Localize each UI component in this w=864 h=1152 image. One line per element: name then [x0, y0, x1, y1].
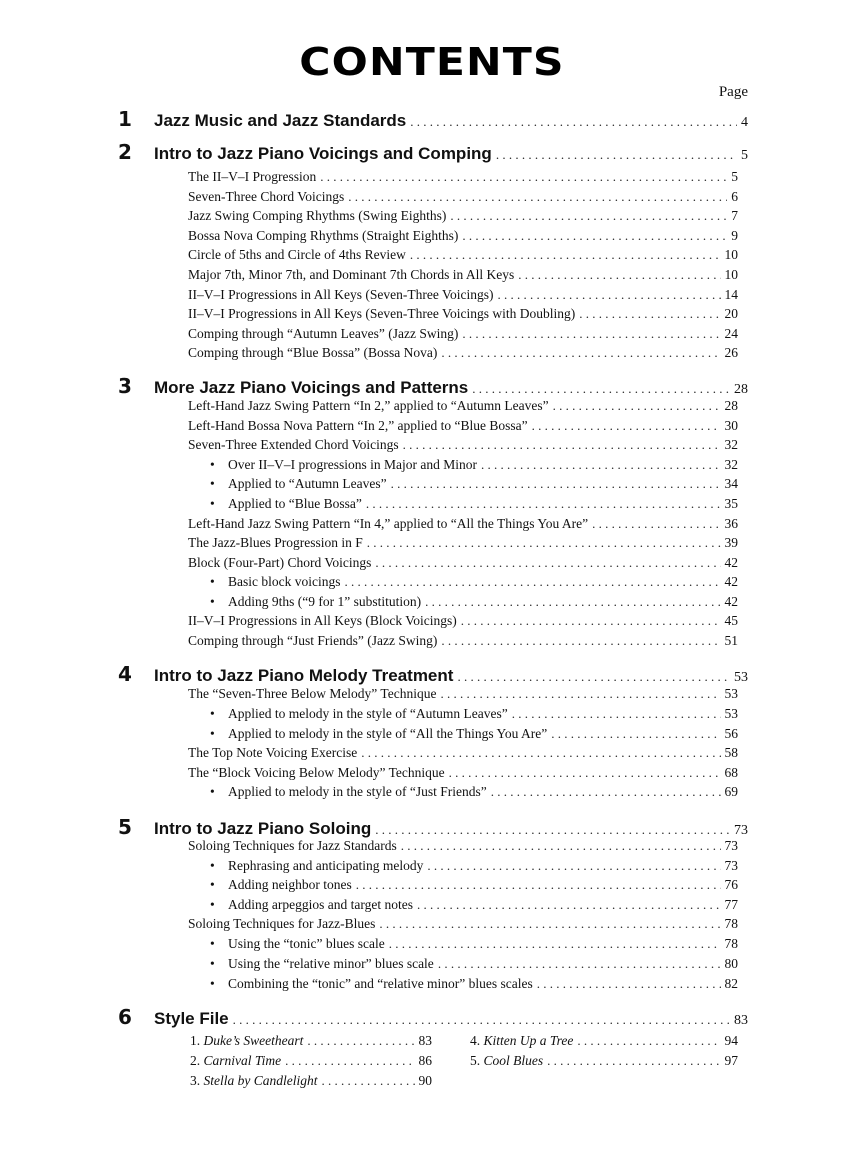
entry-title: Left-Hand Bossa Nova Pattern “In 2,” applied to “Blue Bossa” [188, 418, 528, 433]
dot-leader [532, 418, 721, 434]
dot-leader [344, 574, 720, 590]
entry-number: 5. [470, 1053, 481, 1068]
dot-leader [233, 1012, 730, 1028]
entry-title: Seven-Three Chord Voicings [188, 189, 345, 204]
page-number: 42 [724, 574, 738, 589]
entry-title: Duke’s Sweetheart [203, 1033, 304, 1048]
chapter-title: More Jazz Piano Voicings and Patterns [154, 378, 469, 397]
page-number: 32 [724, 437, 738, 452]
toc-entry[interactable] [188, 745, 738, 761]
entry-title: Over II–V–I progressions in Major and Minor [228, 457, 477, 472]
bullet-icon: • [210, 976, 215, 991]
toc-entry[interactable] [188, 555, 738, 571]
toc-entry[interactable] [188, 228, 738, 244]
dot-leader [379, 916, 720, 932]
toc-entry[interactable] [188, 398, 738, 414]
entry-title: Left-Hand Jazz Swing Pattern “In 2,” applied to “Autumn Leaves” [188, 398, 549, 413]
entry-title: Comping through “Autumn Leaves” (Jazz Swing) [188, 326, 459, 341]
toc-subentry[interactable] [210, 897, 738, 913]
dot-leader [401, 838, 721, 854]
entry-title: II–V–I Progressions in All Keys (Block Voicings) [188, 613, 457, 628]
toc-subentry[interactable] [210, 936, 738, 952]
page-number: 28 [734, 382, 748, 397]
entry-title: Seven-Three Extended Chord Voicings [188, 437, 399, 452]
toc-entry[interactable] [188, 838, 738, 854]
toc-entry[interactable] [188, 306, 738, 322]
bullet-icon: • [210, 784, 215, 799]
chapter-5[interactable] [118, 815, 748, 839]
page-number: 83 [418, 1033, 432, 1048]
toc-subentry[interactable] [210, 956, 738, 972]
chapter-number: 5 [118, 815, 132, 839]
page-number: 51 [724, 633, 738, 648]
entry-title: Bossa Nova Comping Rhythms (Straight Eighths) [188, 228, 459, 243]
chapter-title: Intro to Jazz Piano Soloing [154, 819, 372, 838]
toc-entry[interactable] [188, 516, 738, 532]
dot-leader [322, 1073, 415, 1089]
page-number: 10 [724, 247, 738, 262]
page-number: 6 [731, 189, 738, 204]
entry-title: Adding arpeggios and target notes [228, 897, 413, 912]
page-number: 94 [724, 1033, 738, 1048]
dot-leader [579, 306, 720, 322]
entry-title: Combining the “tonic” and “relative minor” blues scales [228, 976, 533, 991]
entry-title: Basic block voicings [228, 574, 341, 589]
chapter-3[interactable] [118, 374, 748, 398]
toc-entry[interactable] [188, 326, 738, 342]
dot-leader [367, 535, 721, 551]
page-number: 80 [724, 956, 738, 971]
entry-title: Adding 9ths (“9 for 1” substitution) [228, 594, 422, 609]
dot-leader [361, 745, 720, 761]
dot-leader [449, 765, 721, 781]
bullet-icon: • [210, 936, 215, 951]
chapter-title: Intro to Jazz Piano Melody Treatment [154, 666, 454, 685]
toc-entry[interactable] [188, 916, 738, 932]
page-number: 35 [724, 496, 738, 511]
style-file-entry[interactable] [470, 1053, 738, 1069]
entry-title: Applied to melody in the style of “Autumn Leaves” [228, 706, 508, 721]
entry-title: The Jazz-Blues Progression in F [188, 535, 363, 550]
page-number: 82 [724, 976, 738, 991]
dot-leader [450, 208, 727, 224]
entry-title: Stella by Candlelight [203, 1073, 318, 1088]
chapter-title: Jazz Music and Jazz Standards [154, 111, 407, 130]
toc-subentry[interactable] [210, 877, 738, 893]
chapter-number: 2 [118, 140, 132, 164]
toc-subentry[interactable] [210, 706, 738, 722]
toc-subentry[interactable] [210, 976, 738, 992]
page-number: 10 [724, 267, 738, 282]
dot-leader [441, 345, 720, 361]
dot-leader [547, 1053, 720, 1069]
chapter-number: 3 [118, 374, 132, 398]
toc-subentry[interactable] [210, 594, 738, 610]
toc-entry[interactable] [188, 169, 738, 185]
style-file-entry[interactable] [470, 1033, 738, 1049]
page-number: 78 [724, 936, 738, 951]
page-number: 83 [734, 1013, 748, 1028]
toc-subentry[interactable] [210, 574, 738, 590]
bullet-icon: • [210, 726, 215, 741]
entry-title: Rephrasing and anticipating melody [228, 858, 424, 873]
page-number: 97 [724, 1053, 738, 1068]
entry-title: Applied to “Autumn Leaves” [228, 476, 387, 491]
toc-entry[interactable] [188, 189, 738, 205]
page-number: 45 [724, 613, 738, 628]
page-number: 86 [418, 1053, 432, 1068]
entry-title: Jazz Swing Comping Rhythms (Swing Eighths) [188, 208, 447, 223]
page-number: 14 [724, 287, 738, 302]
chapter-number: 6 [118, 1005, 132, 1029]
page-number: 5 [741, 148, 748, 163]
dot-leader [410, 247, 721, 263]
toc-subentry[interactable] [210, 476, 738, 492]
entry-title: Soloing Techniques for Jazz-Blues [188, 916, 376, 931]
entry-title: Applied to melody in the style of “Just Friends” [228, 784, 487, 799]
dot-leader [389, 936, 721, 952]
style-file-entry[interactable] [190, 1053, 432, 1069]
bullet-icon: • [210, 706, 215, 721]
page-number: 42 [724, 555, 738, 570]
entry-title: The “Seven-Three Below Melody” Technique [188, 686, 437, 701]
toc-subentry[interactable] [210, 784, 738, 800]
entry-title: Applied to “Blue Bossa” [228, 496, 362, 511]
toc-entry[interactable] [188, 633, 738, 649]
page-number: 20 [724, 306, 738, 321]
page-number: 5 [731, 169, 738, 184]
dot-leader [366, 496, 721, 512]
dot-leader [537, 976, 721, 992]
entry-title: Kitten Up a Tree [483, 1033, 574, 1048]
toc-entry[interactable] [188, 345, 738, 361]
dot-leader [403, 437, 721, 453]
page-number: 73 [734, 823, 748, 838]
chapter-6[interactable] [118, 1005, 748, 1029]
page-number: 68 [724, 765, 738, 780]
page-number: 58 [724, 745, 738, 760]
page-number: 78 [724, 916, 738, 931]
entry-number: 4. [470, 1033, 481, 1048]
toc-entry[interactable] [188, 287, 738, 303]
toc-entry[interactable] [188, 535, 738, 551]
entry-title: Applied to melody in the style of “All the Things You Are” [228, 726, 548, 741]
page-number: 77 [724, 897, 738, 912]
dot-leader [320, 169, 727, 185]
entry-title: Using the “tonic” blues scale [228, 936, 385, 951]
dot-leader [512, 706, 721, 722]
bullet-icon: • [210, 574, 215, 589]
chapter-number: 4 [118, 662, 132, 686]
dot-leader [425, 594, 720, 610]
page-number: 24 [724, 326, 738, 341]
chapter-title: Intro to Jazz Piano Voicings and Comping [154, 144, 492, 163]
bullet-icon: • [210, 897, 215, 912]
bullet-icon: • [210, 594, 215, 609]
dot-leader [438, 956, 721, 972]
dot-leader [356, 877, 721, 893]
toc-subentry[interactable] [210, 726, 738, 742]
dot-leader [462, 326, 720, 342]
page-number: 4 [741, 115, 748, 130]
entry-title: Soloing Techniques for Jazz Standards [188, 838, 397, 853]
entry-title: Block (Four-Part) Chord Voicings [188, 555, 372, 570]
dot-leader [577, 1033, 720, 1049]
toc-entry[interactable] [188, 613, 738, 629]
page-number: 34 [724, 476, 738, 491]
dot-leader [285, 1053, 414, 1069]
dot-leader [461, 613, 721, 629]
page-number: 42 [724, 594, 738, 609]
page-number: 53 [724, 686, 738, 701]
chapter-2[interactable] [118, 140, 748, 164]
page-number: 7 [731, 208, 738, 223]
page-number: 69 [724, 784, 738, 799]
entry-title: Left-Hand Jazz Swing Pattern “In 4,” applied to “All the Things You Are” [188, 516, 589, 531]
dot-leader [348, 189, 727, 205]
toc-entry[interactable] [188, 267, 738, 283]
bullet-icon: • [210, 496, 215, 511]
dot-leader [375, 822, 730, 838]
entry-title: Carnival Time [203, 1053, 282, 1068]
page-number: 73 [724, 838, 738, 853]
page-number: 36 [724, 516, 738, 531]
page-number: 28 [724, 398, 738, 413]
entry-number: 2. [190, 1053, 201, 1068]
entry-title: Adding neighbor tones [228, 877, 352, 892]
toc-subentry[interactable] [210, 496, 738, 512]
dot-leader [497, 287, 720, 303]
dot-leader [457, 669, 730, 685]
style-file-entry[interactable] [190, 1073, 432, 1089]
dot-leader [472, 381, 730, 397]
dot-leader [417, 897, 721, 913]
dot-leader [518, 267, 720, 283]
page-number: 90 [418, 1073, 432, 1088]
dot-leader [307, 1033, 414, 1049]
dot-leader [491, 784, 721, 800]
toc-entry[interactable] [188, 765, 738, 781]
dot-leader [427, 858, 720, 874]
chapter-4[interactable] [118, 662, 748, 686]
entry-number: 1. [190, 1033, 201, 1048]
dot-leader [553, 398, 721, 414]
chapter-title: Style File [154, 1009, 229, 1028]
page-number: 32 [724, 457, 738, 472]
entry-title: Comping through “Just Friends” (Jazz Swing) [188, 633, 438, 648]
bullet-icon: • [210, 877, 215, 892]
toc-entry[interactable] [188, 208, 738, 224]
page-number: 53 [734, 670, 748, 685]
page-number: 76 [724, 877, 738, 892]
dot-leader [391, 476, 721, 492]
page-number: 26 [724, 345, 738, 360]
toc-subentry[interactable] [210, 457, 738, 473]
dot-leader [481, 457, 721, 473]
bullet-icon: • [210, 858, 215, 873]
dot-leader [375, 555, 720, 571]
dot-leader [440, 686, 720, 702]
toc-entry[interactable] [188, 418, 738, 434]
toc-entry[interactable] [188, 686, 738, 702]
dot-leader [496, 147, 737, 163]
page-number: 30 [724, 418, 738, 433]
entry-title: The Top Note Voicing Exercise [188, 745, 358, 760]
entry-title: Circle of 5ths and Circle of 4ths Review [188, 247, 406, 262]
entry-title: The II–V–I Progression [188, 169, 317, 184]
style-file-entry[interactable] [190, 1033, 432, 1049]
page-column-label: Page [718, 84, 748, 100]
dot-leader [462, 228, 727, 244]
entry-number: 3. [190, 1073, 201, 1088]
page-title: CONTENTS [299, 40, 565, 84]
entry-title: II–V–I Progressions in All Keys (Seven-Three Voicings with Doubling) [188, 306, 576, 321]
chapter-number: 1 [118, 107, 132, 131]
dot-leader [410, 114, 737, 130]
toc-entry[interactable] [188, 247, 738, 263]
page-number: 39 [724, 535, 738, 550]
dot-leader [551, 726, 720, 742]
entry-title: Major 7th, Minor 7th, and Dominant 7th Chords in All Keys [188, 267, 515, 282]
dot-leader [592, 516, 720, 532]
bullet-icon: • [210, 457, 215, 472]
toc-entry[interactable] [188, 437, 738, 453]
page-number: 73 [724, 858, 738, 873]
entry-title: Using the “relative minor” blues scale [228, 956, 434, 971]
page-number: 53 [724, 706, 738, 721]
dot-leader [441, 633, 720, 649]
toc-subentry[interactable] [210, 858, 738, 874]
bullet-icon: • [210, 956, 215, 971]
entry-title: The “Block Voicing Below Melody” Technique [188, 765, 445, 780]
entry-title: II–V–I Progressions in All Keys (Seven-Three Voicings) [188, 287, 494, 302]
bullet-icon: • [210, 476, 215, 491]
page-number: 9 [731, 228, 738, 243]
chapter-1[interactable] [118, 107, 748, 131]
entry-title: Cool Blues [483, 1053, 544, 1068]
page-number: 56 [724, 726, 738, 741]
entry-title: Comping through “Blue Bossa” (Bossa Nova) [188, 345, 438, 360]
